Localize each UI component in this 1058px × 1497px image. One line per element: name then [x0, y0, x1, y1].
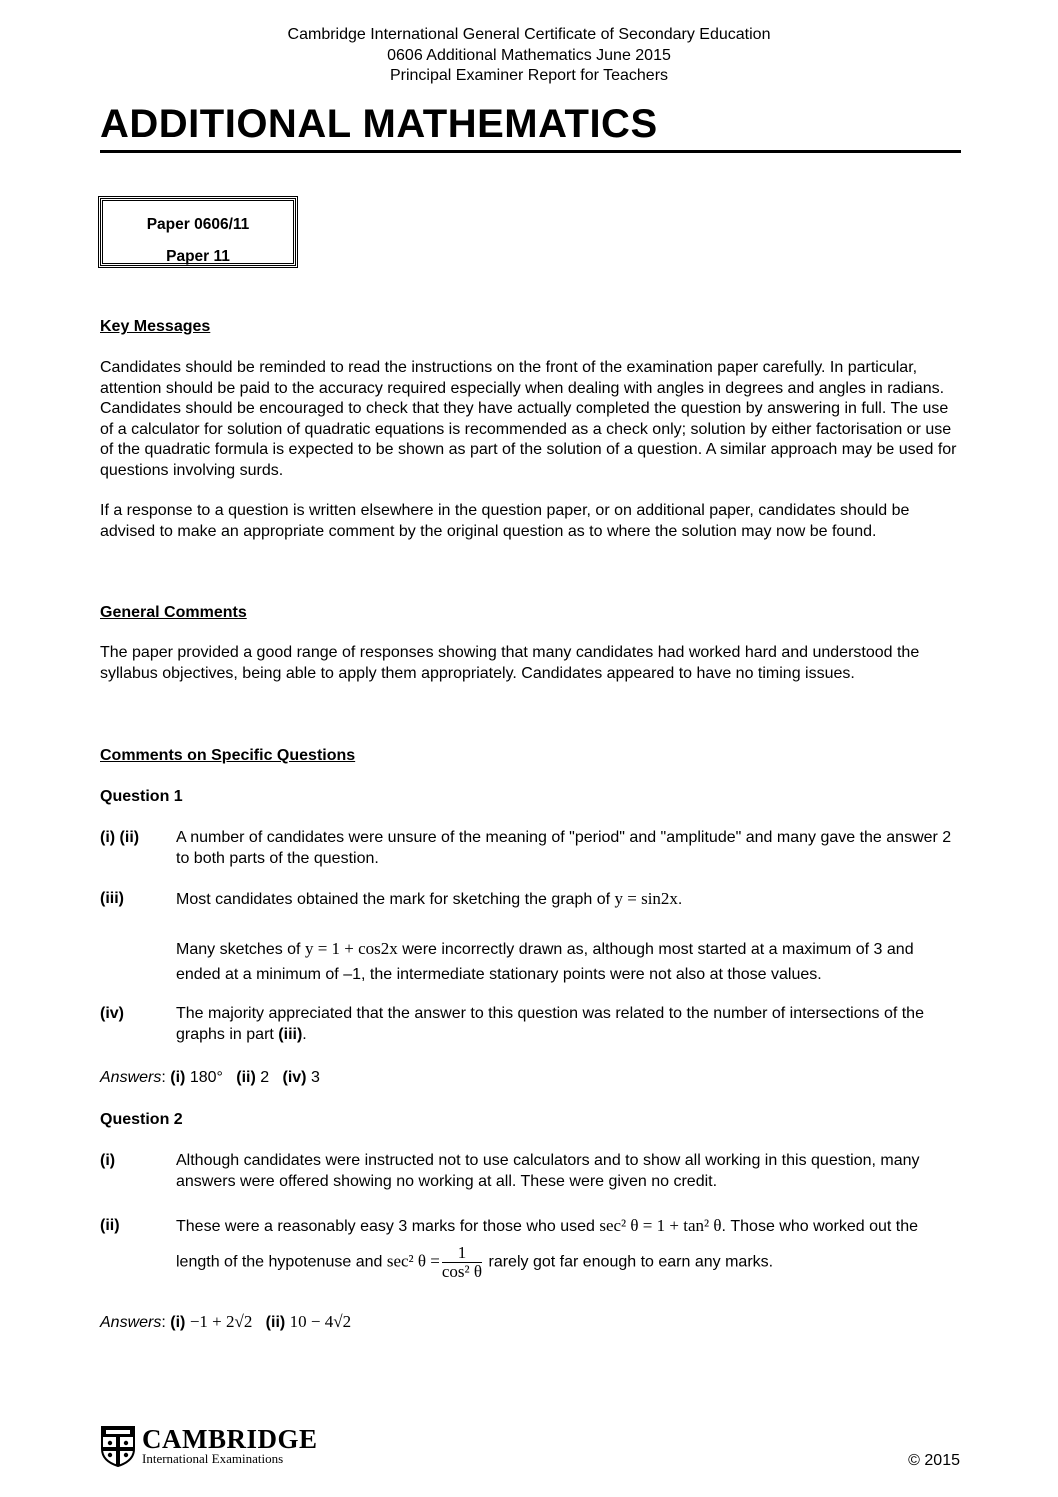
q1-part-iii-label: (iii) — [100, 890, 124, 907]
q1-answer-iv-value: 3 — [310, 1069, 320, 1086]
paper-code: Paper 0606/11 — [146, 216, 250, 233]
q2-fraction-numerator: 1 — [442, 1244, 482, 1263]
q1-sketch-post: were incorrectly drawn as, although most started at a maximum of 3 and ended at a minimum of –1, the intermediate stationary points were not also at those values. — [176, 941, 914, 983]
header-line-3: Principal Examiner Report for Teachers — [389, 67, 669, 84]
q2-answer-ii-value: 10 − 4√2 — [289, 1312, 352, 1331]
general-comments-heading: General Comments — [100, 604, 247, 621]
q2-answers: Answers: (i) −1 + 2√2 (ii) 10 − 4√2 — [100, 1312, 352, 1331]
logo-subtitle: International Examinations — [142, 1451, 284, 1466]
q1-part-iv-post: . — [302, 1025, 307, 1043]
general-comments-section — [100, 603, 961, 624]
q2-fraction — [442, 1244, 482, 1281]
q1-part-i-ii-text: A number of candidates were unsure of the meaning of "period" and "amplitude" and many gave the answer 2 to both parts of the question. — [176, 829, 952, 867]
key-messages-heading: Key Messages — [100, 318, 211, 335]
q2-part-ii-text — [176, 1209, 961, 1281]
q1-part-iv-ref: (iii) — [278, 1025, 303, 1043]
q2-answer-i-value: −1 + 2√2 — [189, 1312, 253, 1331]
q2-part-ii-post: rarely got far enough to earn any marks. — [488, 1253, 774, 1271]
q2-identity: sec² θ = 1 + tan² θ — [599, 1216, 722, 1235]
q1-part-iii-sketch-note — [100, 936, 961, 987]
q1-part-iii — [100, 889, 961, 911]
crest-icon — [100, 1425, 136, 1467]
q2-answer-i-label: (i) — [170, 1314, 186, 1331]
q2-part-ii-label: (ii) — [100, 1217, 120, 1234]
q2-part-ii-mid: . Those who worked out the length of the hypotenuse and — [176, 1218, 919, 1271]
q1-part-i-ii-label: (i) (ii) — [100, 829, 140, 846]
q1-answer-i-label: (i) — [170, 1069, 186, 1086]
specific-comments-heading: Comments on Specific Questions — [100, 747, 356, 764]
q1-part-iv — [100, 1004, 961, 1045]
q1-part-i-ii — [100, 828, 961, 869]
q2-part-ii — [100, 1215, 961, 1281]
question-1-heading — [100, 787, 961, 808]
title-rule — [100, 150, 961, 153]
paper-box — [98, 196, 298, 268]
key-messages-section — [100, 317, 961, 338]
copyright: © 2015 — [908, 1452, 960, 1469]
general-comments-para: The paper provided a good range of responses showing that many candidates had worked hard and understood the syllabus objectives, being able to apply them appropriately. Candidates appeared to have no timing issues. — [100, 644, 920, 682]
q1-sketch-equation: y = 1 + cos2x — [304, 939, 398, 958]
paper-name: Paper 11 — [166, 248, 230, 265]
q1-answer-ii-label: (ii) — [236, 1069, 256, 1086]
q2-fraction-denominator: cos² θ — [441, 1262, 483, 1281]
q1-part-iii-text — [176, 889, 961, 911]
key-messages-para-1: Candidates should be reminded to read the instructions on the front of the examination paper carefully. In particular, attention should be paid to the accuracy required especially when dealing with angles in degrees and angles in radians. Candidates should be encouraged to check that they have actually completed the question by answering in full. The use of a calculator for solution of quadratic equations is recommended as a check only; solution by either factorisation or use of the quadratic formula is expected to be shown as part of the solution of a question. A similar approach may be used for questions involving surds. — [100, 359, 957, 479]
q1-answer-i-value: 180° — [189, 1069, 223, 1086]
q2-part-i-label: (i) — [100, 1152, 116, 1169]
q1-part-iii-pre: Most candidates obtained the mark for sketching the graph of — [176, 891, 611, 908]
question-1-title: Question 1 — [100, 788, 183, 805]
specific-comments-section — [100, 746, 961, 767]
q2-answer-ii-label: (ii) — [265, 1314, 286, 1331]
report-header — [0, 25, 1058, 87]
q2-part-i-text: Although candidates were instructed not to use calculators and to show all working in this question, many answers were offered showing no working at all. These were given no credit. — [176, 1152, 920, 1190]
q1-answer-iv-label: (iv) — [282, 1069, 307, 1086]
q2-part-i — [100, 1151, 961, 1192]
cambridge-logo — [100, 1425, 318, 1467]
q1-part-iv-label: (iv) — [100, 1005, 124, 1022]
q1-part-iv-pre: The majority appreciated that the answer to this question was related to the number of intersections of the graphs in part — [176, 1005, 924, 1043]
q1-part-iii-equation: y = sin2x — [614, 889, 678, 908]
logo-wordmark: CAMBRIDGE — [142, 1424, 318, 1454]
q1-answer-ii-value: 2 — [260, 1069, 270, 1086]
q1-part-iv-text — [176, 1004, 961, 1045]
q1-answers-label: Answers — [100, 1069, 162, 1086]
page-title: ADDITIONAL MATHEMATICS — [100, 102, 658, 146]
header-line-1: Cambridge International General Certificate of Secondary Education — [287, 26, 771, 43]
question-2-heading — [100, 1110, 961, 1131]
q2-answers-label: Answers — [100, 1314, 162, 1331]
q2-sec-lhs: sec² θ = — [386, 1251, 440, 1271]
q1-answers: Answers: (i) 180° (ii) 2 (iv) 3 — [100, 1069, 320, 1086]
q2-part-ii-pre: These were a reasonably easy 3 marks for those who used — [176, 1218, 595, 1235]
question-2-title: Question 2 — [100, 1111, 183, 1128]
q1-sketch-pre: Many sketches of — [176, 941, 301, 958]
q1-part-iii-post: . — [677, 891, 683, 908]
header-line-2: 0606 Additional Mathematics June 2015 — [387, 46, 671, 64]
key-messages-para-2: If a response to a question is written elsewhere in the question paper, or on additional paper, candidates should be advised to make an appropriate comment by the original question as to where the solution may now be found. — [100, 502, 910, 540]
